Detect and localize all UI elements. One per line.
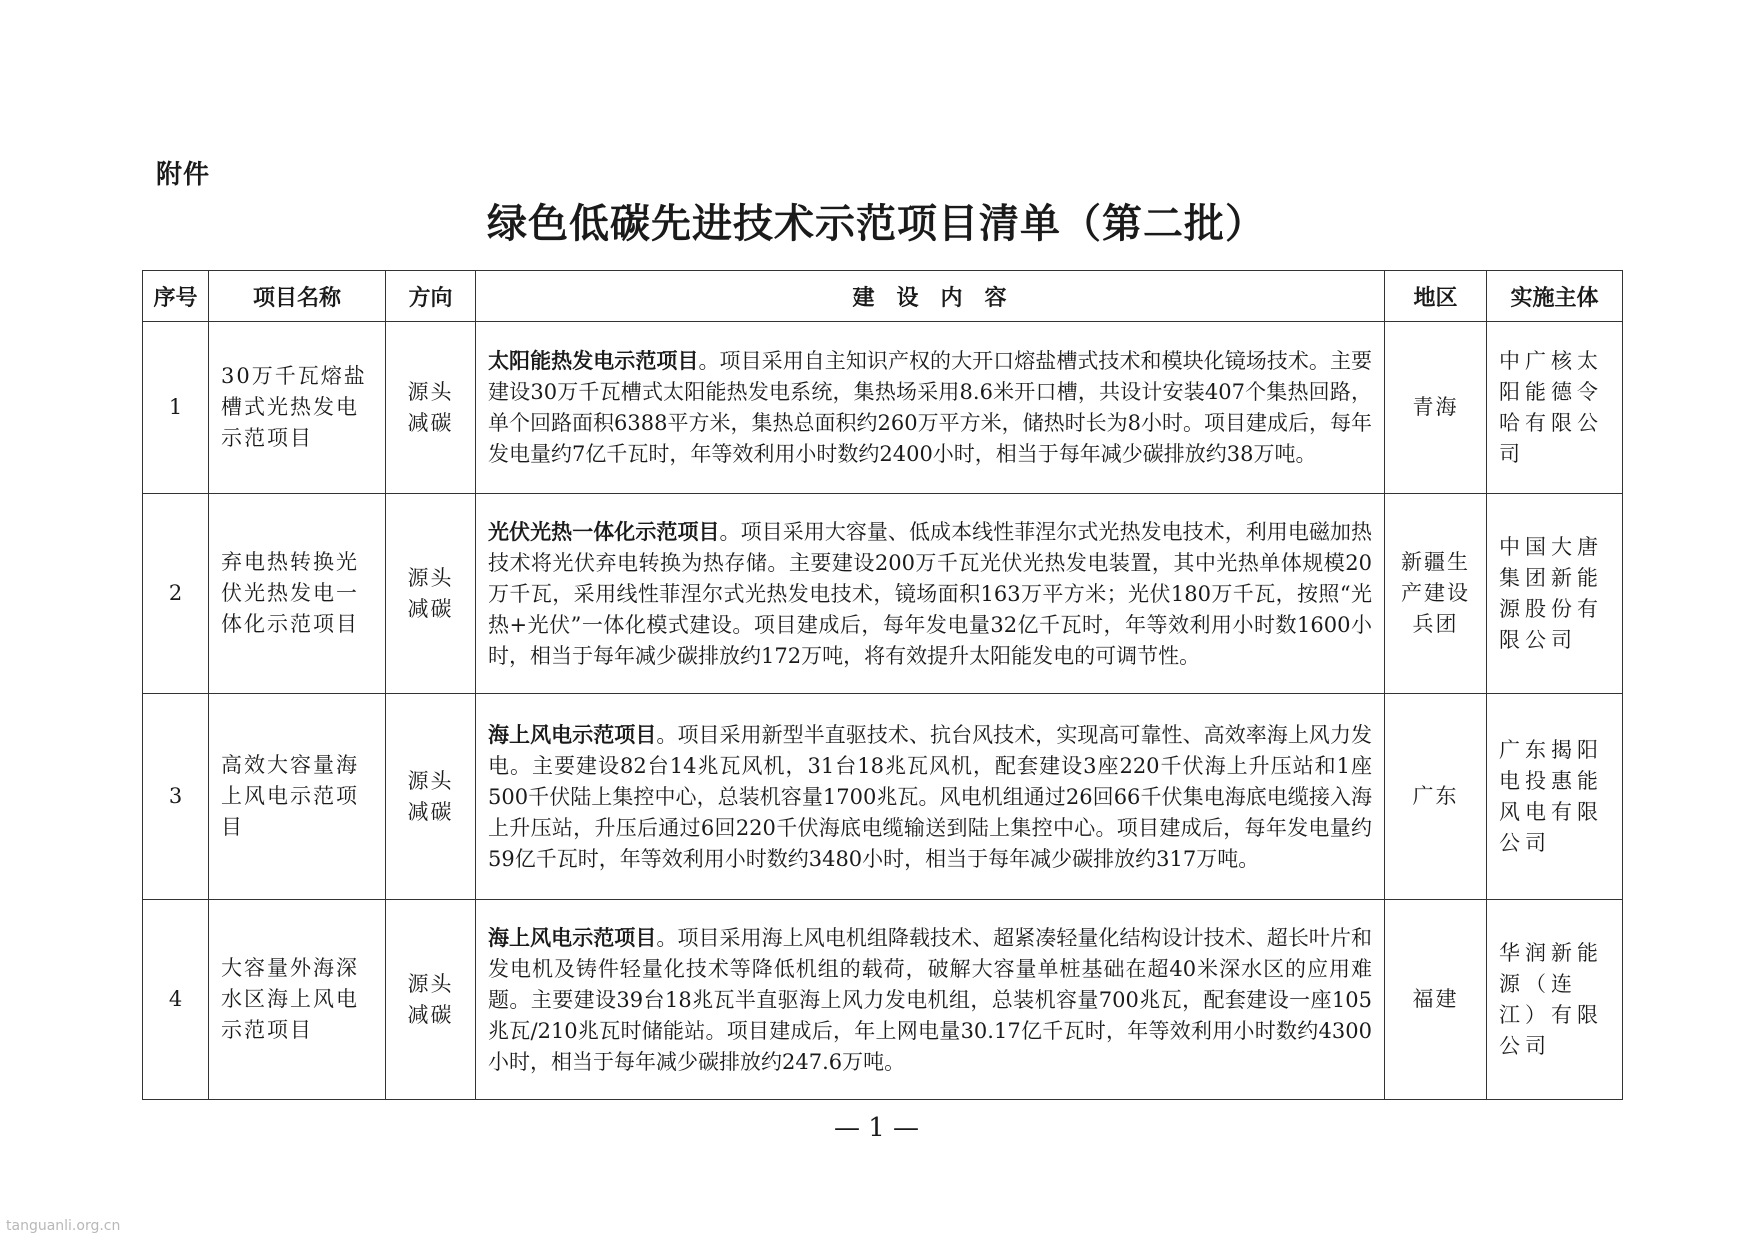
attachment-label: 附件 xyxy=(156,160,211,190)
cell-org: 中国大唐集团新能源股份有限公司 xyxy=(1487,494,1623,694)
content-lead: 海上风电示范项目 xyxy=(488,924,657,950)
cell-region: 新疆生产建设兵团 xyxy=(1385,494,1487,694)
table-row xyxy=(143,900,1623,1100)
content-body: 。项目采用海上风电机组降载技术、超紧凑轻量化结构设计技术、超长叶片和发电机及铸件轻量化技术等降低机组的载荷，破解大容量单桩基础在超40米深水区的应用难题。主要建设39台18兆瓦半直驱海上风力发电机组，总装机容量700兆瓦，配套建设一座105兆瓦/210兆瓦时储能站。项目建成后，年上网电量30.17亿千瓦时，年等效利用小时数约4300小时，相当于每年减少碳排放约247.6万吨。 xyxy=(488,925,1372,1074)
content-lead: 光伏光热一体化示范项目 xyxy=(488,518,720,544)
cell-region: 青海 xyxy=(1385,322,1487,494)
content-body: 。项目采用大容量、低成本线性菲涅尔式光热发电技术，利用电磁加热技术将光伏弃电转换为热存储。主要建设200万千瓦光伏光热发电装置，其中光热单体规模20万千瓦，采用线性菲涅尔式光热发电技术，镜场面积163万平方米；光伏180万千瓦，按照“光热+光伏”一体化模式建设。项目建成后，每年发电量32亿千瓦时，年等效利用小时数1600小时，相当于每年减少碳排放约172万吨，将有效提升太阳能发电的可调节性。 xyxy=(488,519,1373,668)
col-header-region: 地区 xyxy=(1385,271,1487,322)
content-body: 。项目采用自主知识产权的大开口熔盐槽式技术和模块化镜场技术。主要建设30万千瓦槽式太阳能热发电系统，集热场采用8.6米开口槽，共设计安装407个集热回路，单个回路面积6388平方米，集热总面积约260万平方米，储热时长为8小时。项目建成后，每年发电量约7亿千瓦时，年等效利用小时数约2400小时，相当于每年减少碳排放约38万吨。 xyxy=(488,349,1373,466)
cell-no: 2 xyxy=(143,494,209,694)
cell-content xyxy=(476,322,1385,494)
col-header-content: 建设内容 xyxy=(476,271,1385,322)
cell-no: 1 xyxy=(143,322,209,494)
table-row xyxy=(143,694,1623,900)
cell-org: 华润新能源（连江）有限公司 xyxy=(1487,900,1623,1100)
content-lead: 太阳能热发电示范项目 xyxy=(488,348,699,373)
cell-region: 广东 xyxy=(1385,694,1487,900)
content-lead: 海上风电示范项目 xyxy=(488,721,657,747)
table-header-row xyxy=(143,271,1623,322)
cell-no: 4 xyxy=(143,900,209,1100)
cell-no: 3 xyxy=(143,694,209,900)
cell-content xyxy=(476,694,1385,900)
col-header-name: 项目名称 xyxy=(209,271,386,322)
cell-project-name: 大容量外海深水区海上风电示范项目 xyxy=(209,900,386,1100)
cell-content xyxy=(476,900,1385,1100)
page-number: — 1 — xyxy=(833,1113,920,1143)
cell-content xyxy=(476,494,1385,694)
cell-project-name: 弃电热转换光伏光热发电一体化示范项目 xyxy=(209,494,386,694)
col-header-direction: 方向 xyxy=(386,271,476,322)
table-row xyxy=(143,494,1623,694)
col-header-no: 序号 xyxy=(143,271,209,322)
watermark-text: tanguanli.org.cn xyxy=(6,1218,121,1234)
cell-org: 中广核太阳能德令哈有限公司 xyxy=(1487,322,1623,494)
cell-project-name: 30万千瓦熔盐槽式光热发电示范项目 xyxy=(209,322,386,494)
document-title: 绿色低碳先进技术示范项目清单（第二批） xyxy=(487,201,1266,247)
cell-region: 福建 xyxy=(1385,900,1487,1100)
table-row xyxy=(143,322,1623,494)
project-list-table xyxy=(142,270,1623,1100)
col-header-org: 实施主体 xyxy=(1487,271,1623,322)
cell-direction: 源头减碳 xyxy=(386,900,476,1100)
cell-direction: 源头减碳 xyxy=(386,694,476,900)
cell-direction: 源头减碳 xyxy=(386,322,476,494)
cell-direction: 源头减碳 xyxy=(386,494,476,694)
cell-project-name: 高效大容量海上风电示范项目 xyxy=(209,694,386,900)
cell-org: 广东揭阳电投惠能风电有限公司 xyxy=(1487,694,1623,900)
content-body: 。项目采用新型半直驱技术、抗台风技术，实现高可靠性、高效率海上风力发电。主要建设82台14兆瓦风机，31台18兆瓦风机，配套建设3座220千伏海上升压站和1座500千伏陆上集控中心，总装机容量1700兆瓦。风电机组通过26回66千伏集电海底电缆接入海上升压站，升压后通过6回220千伏海底电缆输送到陆上集控中心。项目建成后，每年发电量约59亿千瓦时，年等效利用小时数约3480小时，相当于每年减少碳排放约317万吨。 xyxy=(488,722,1372,871)
